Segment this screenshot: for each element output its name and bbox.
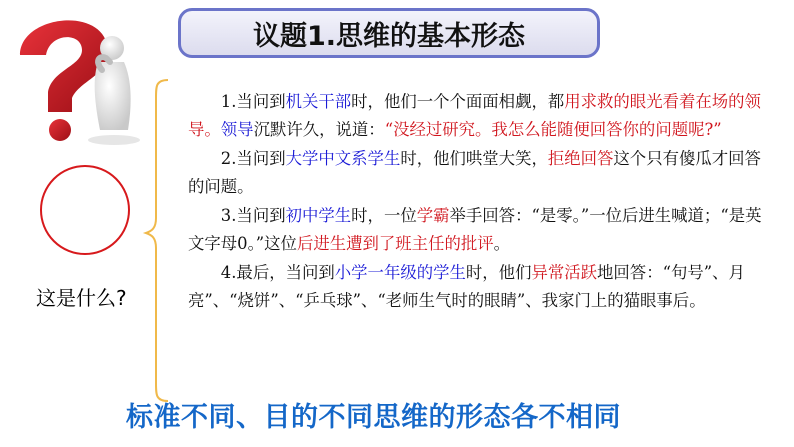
text-segment: 小学一年级的学生 [334, 263, 466, 282]
topic-title: 议题1.思维的基本形态 [252, 20, 526, 52]
text-segment: 用求救的眼光看着在场的领导。 [188, 92, 761, 139]
text-segment: 3.当问到 [220, 206, 286, 225]
left-bracket-divider [140, 78, 180, 403]
paragraph-2 [188, 145, 768, 200]
text-segment: 。 [493, 233, 511, 253]
text-segment: 机关干部 [285, 92, 352, 111]
text-segment: 大学中文系学生 [285, 149, 401, 168]
question-label: 这是什么? [36, 286, 127, 310]
text-segment: 时，他们一个个面面相觑，都 [351, 92, 565, 111]
text-segment: 举手回答：“是零。”一位后进生喊道；“是英文字母0。”这位 [188, 206, 762, 253]
text-segment: 2.当问到 [220, 149, 286, 168]
text-segment: 1.当问到 [220, 92, 286, 111]
text-segment: 时，他们哄堂大笑， [400, 149, 548, 168]
text-segment: 后进生遭到了班主任的批评 [296, 233, 494, 253]
text-segment: “没经过研究。我怎么能随便回答你的问题呢?” [384, 119, 722, 139]
text-segment: 沉默许久，说道： [253, 119, 385, 139]
text-segment: 4.最后，当问到 [220, 263, 335, 282]
paragraph-1 [188, 88, 768, 143]
paragraph-3 [188, 202, 768, 257]
question-mark-figure-icon [0, 0, 150, 150]
text-segment: 时，他们 [465, 263, 532, 282]
text-segment: 初中学生 [285, 206, 352, 225]
text-segment: 拒绝回答 [547, 149, 614, 168]
topic-title-box [178, 8, 600, 58]
story-content [188, 88, 768, 316]
text-segment: 这个只有傻瓜才回答的问题。 [188, 149, 761, 196]
text-segment: 学霸 [416, 206, 450, 225]
text-segment: 地回答：“句号”、月亮”、“烧饼”、“乒乓球”、“老师生气时的眼睛”、我家门上的猫眼事后。 [188, 263, 745, 310]
text-segment: 异常活跃 [531, 263, 598, 282]
conclusion-text: 标准不同、目的不同思维的形态各不相同 [126, 402, 621, 433]
text-segment: 时，一位 [351, 206, 417, 225]
text-segment: 领导 [220, 119, 254, 139]
paragraph-4 [188, 259, 768, 314]
empty-circle-figure [40, 165, 130, 255]
